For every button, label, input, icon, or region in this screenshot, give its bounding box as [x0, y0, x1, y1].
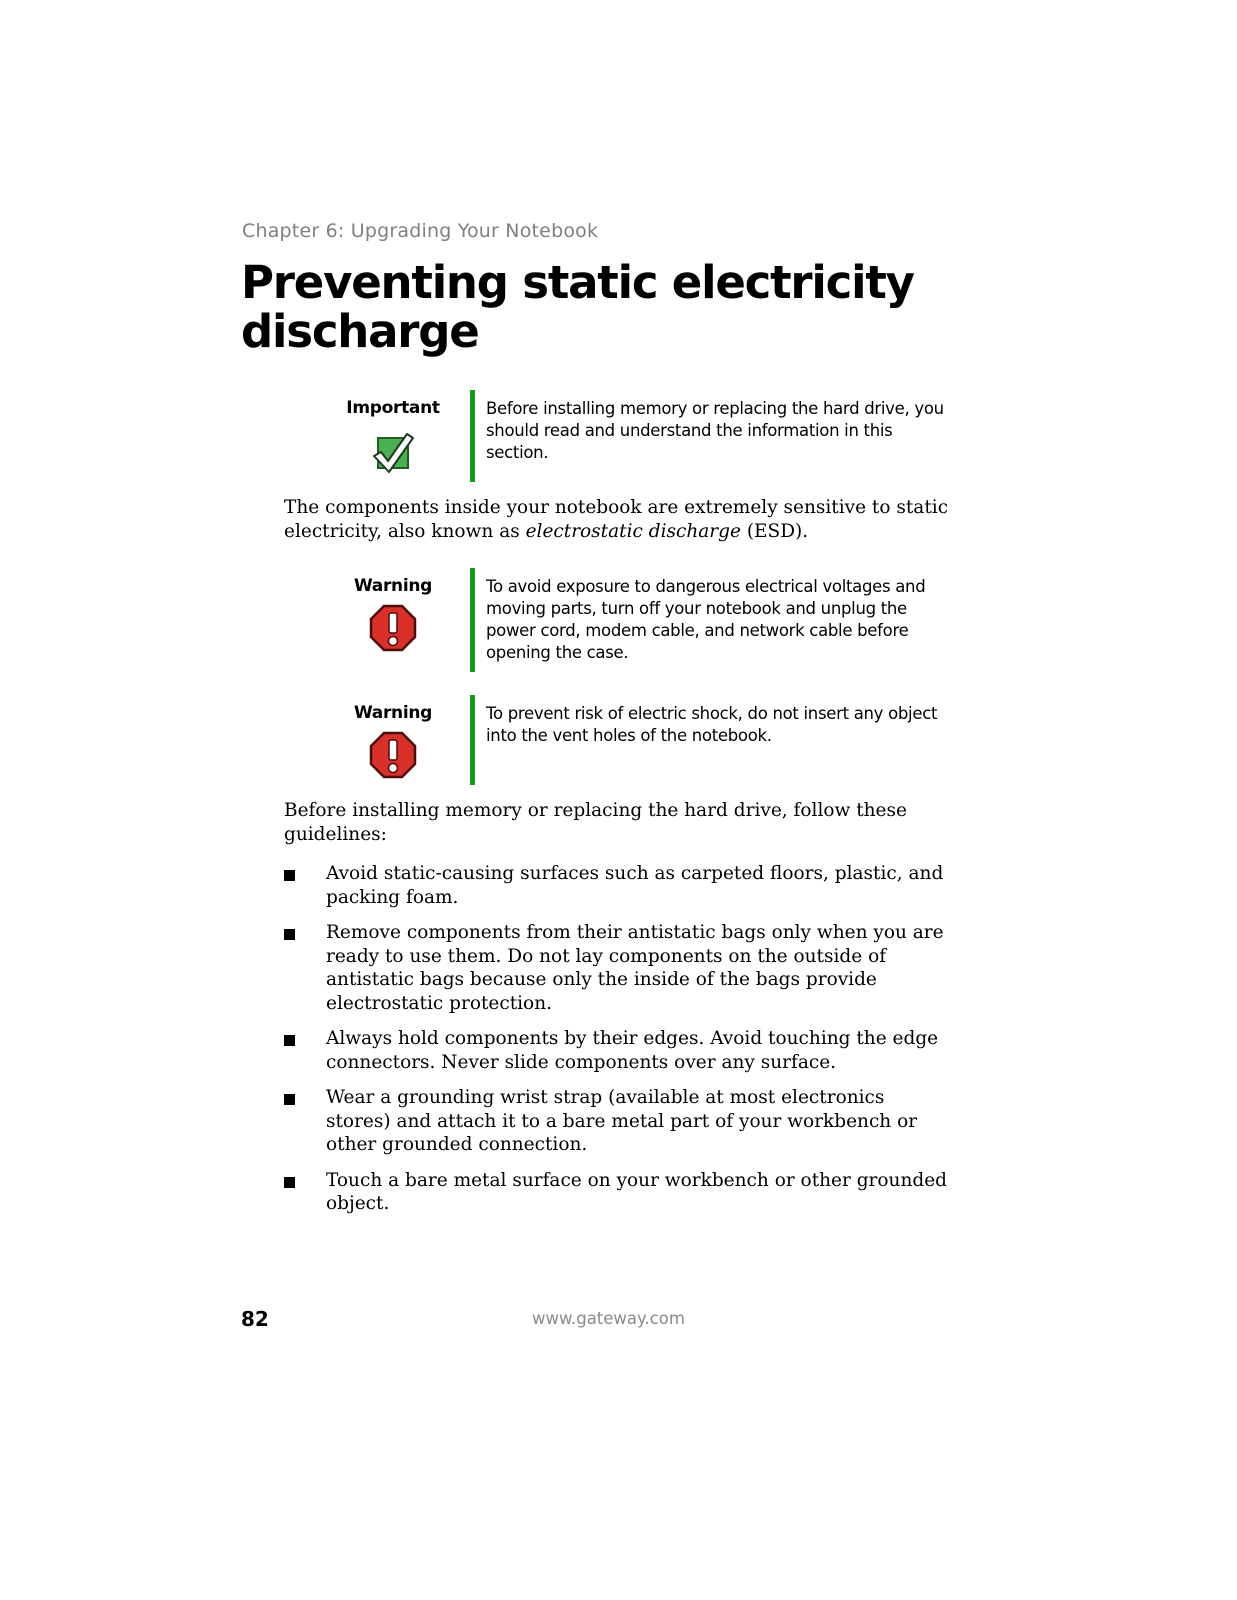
list-item [284, 921, 954, 1015]
intro-paragraph [284, 496, 954, 544]
warning-note [340, 695, 960, 785]
bullet-icon [284, 929, 295, 940]
list-item-text: Wear a grounding wrist strap (available at most electronics stores) and attach it to a bare metal part of your workbench or other grounded connection. [326, 1087, 918, 1155]
bullet-icon [284, 1094, 295, 1105]
list-item-text: Touch a bare metal surface on your workbench or other grounded object. [326, 1169, 947, 1214]
warning-icon [369, 731, 417, 779]
footer-url[interactable]: www.gateway.com [532, 1309, 685, 1328]
note-divider [470, 695, 475, 785]
note-divider [470, 568, 475, 672]
note-label-column [340, 703, 446, 779]
warning-note [340, 568, 960, 672]
bullet-icon [284, 1177, 295, 1188]
list-item-text: Remove components from their antistatic bags only when you are ready to use them. Do not lay components on the outside of antistatic bags because only the inside of the bags provide electrostatic protection. [326, 922, 944, 1014]
intro-text-end: (ESD). [740, 521, 809, 542]
note-text: Before installing memory or replacing the hard drive, you should read and understand the information in this section. [486, 399, 944, 462]
list-item [284, 1086, 954, 1157]
intro-emphasis: electrostatic discharge [525, 521, 741, 542]
note-text: To prevent risk of electric shock, do not insert any object into the vent holes of the notebook. [486, 704, 938, 745]
note-label: Warning [353, 703, 433, 723]
bullet-icon [284, 870, 295, 881]
list-item [284, 1027, 954, 1074]
list-item-text: Avoid static-causing surfaces such as carpeted floors, plastic, and packing foam. [326, 863, 944, 908]
list-item-text: Always hold components by their edges. Avoid touching the edge connectors. Never slide components over any surface. [326, 1028, 939, 1073]
intro-text: The components inside your notebook are extremely sensitive to static electricity, also known as [284, 497, 949, 542]
note-divider [470, 390, 475, 482]
list-item [284, 1169, 954, 1216]
warning-icon [369, 604, 417, 652]
chapter-heading: Chapter 6: Upgrading Your Notebook [242, 220, 599, 242]
note-label: Important [346, 398, 440, 418]
important-note [340, 390, 960, 482]
note-label-column [340, 398, 446, 474]
checkmark-icon [371, 432, 415, 474]
guidelines-intro: Before installing memory or replacing the hard drive, follow these guidelines: [284, 800, 907, 845]
note-label: Warning [353, 576, 433, 596]
note-text: To avoid exposure to dangerous electrical voltages and moving parts, turn off your notebook and unplug the power cord, modem cable, and network cable before opening the case. [486, 577, 926, 662]
page-number: 82 [241, 1307, 269, 1331]
page-title: Preventing static electricity discharge [241, 256, 914, 358]
list-item [284, 862, 954, 909]
bullet-icon [284, 1035, 295, 1046]
note-label-column [340, 576, 446, 652]
guidelines-list [284, 862, 954, 1228]
